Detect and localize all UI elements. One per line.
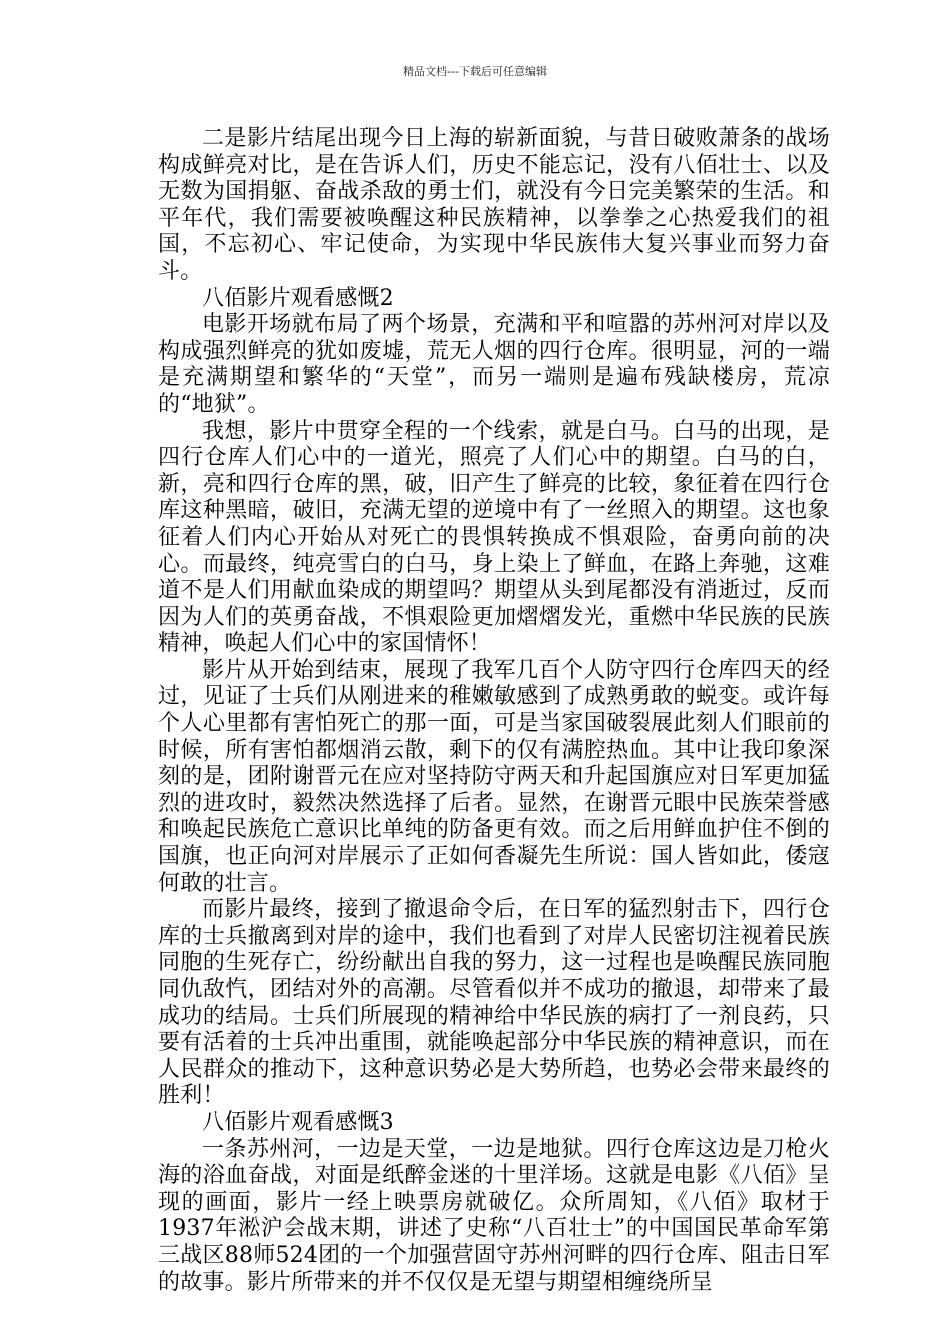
paragraph: 我想，影片中贯穿全程的一个线索，就是白马。白马的出现，是四行仓库人们心中的一道光，照亮了人们心中的期望。白马的白，新，亮和四行仓库的黑，破，旧产生了鲜亮的比较，象征着在四行仓库这种黑暗，破旧，充满无望的逆境中有了一丝照入的期望。这也象征着人们内心开始从对死亡的畏惧转换成不惧艰险，奋勇向前的决心。而最终，纯亮雪白的白马，身上染上了鲜血，在路上奔驰，这难道不是人们用献血染成的期望吗？期望从头到尾都没有消逝过，反而因为人们的英勇奋战，不惧艰险更加熠熠发光，重燃中华民族的民族精神，唤起人们心中的家国情怀！: [158, 418, 830, 657]
paragraph: 电影开场就布局了两个场景，充满和平和喧嚣的苏州河对岸以及构成强烈鲜亮的犹如废墟，荒无人烟的四行仓库。很明显，河的一端是充满期望和繁华的“天堂”，而另一端则是遍布残缺楼房，荒凉的“地狱”。: [158, 312, 830, 417]
document-body: [158, 126, 830, 1296]
paragraph: 二是影片结尾出现今日上海的崭新面貌，与昔日破败萧条的战场构成鲜亮对比，是在告诉人们，历史不能忘记，没有八佰壮士、以及无数为国捐躯、奋战杀敌的勇士们，就没有今日完美繁荣的生活。和平年代，我们需要被唤醒这种民族精神，以拳拳之心热爱我们的祖国，不忘初心、牢记使命，为实现中华民族伟大复兴事业而努力奋斗。: [158, 126, 830, 284]
paragraph: 而影片最终，接到了撤退命令后，在日军的猛烈射击下，四行仓库的士兵撤离到对岸的途中，我们也看到了对岸人民密切注视着民族同胞的生死存亡，纷纷献出自我的努力，这一过程也是唤醒民族同胞同仇敌忾，团结对外的高潮。尽管看似并不成功的撤退，却带来了最成功的结局。士兵们所展现的精神给中华民族的病打了一剂良药，只要有活着的士兵冲出重围，就能唤起部分中华民族的精神意识，而在人民群众的推动下，这种意识势必是大势所趋，也势必会带来最终的胜利！: [158, 897, 830, 1109]
section-heading: 八佰影片观看感慨3: [202, 1109, 394, 1135]
section-heading: 八佰影片观看感慨2: [202, 285, 394, 311]
paragraph: 一条苏州河，一边是天堂，一边是地狱。四行仓库这边是刀枪火海的浴血奋战，对面是纸醉金迷的十里洋场。这就是电影《八佰》呈现的画面，影片一经上映票房就破亿。众所周知，《八佰》取材于1937年淞沪会战末期，讲述了史称“八百壮士”的中国国民革命军第三战区88师524团的一个加强营固守苏州河畔的四行仓库、阻击日军的故事。影片所带来的并不仅仅是无望与期望相缠绕所呈: [158, 1136, 830, 1295]
paragraph: 影片从开始到结束，展现了我军几百个人防守四行仓库四天的经过，见证了士兵们从刚进来的稚嫩敏感到了成熟勇敢的蜕变。或许每个人心里都有害怕死亡的那一面，可是当家国破裂展此刻人们眼前的时候，所有害怕都烟消云散，剩下的仅有满腔热血。其中让我印象深刻的是，团附谢晋元在应对坚持防守两天和升起国旗应对日军更加猛烈的进攻时，毅然决然选择了后者。显然，在谢晋元眼中民族荣誉感和唤起民族危亡意识比单纯的防备更有效。而之后用鲜血护住不倒的国旗，也正向河对岸展示了正如何香凝先生所说：国人皆如此，倭寇何敢的壮言。: [158, 657, 830, 896]
page-header: 精品文档---下载后可任意编辑: [403, 65, 547, 78]
